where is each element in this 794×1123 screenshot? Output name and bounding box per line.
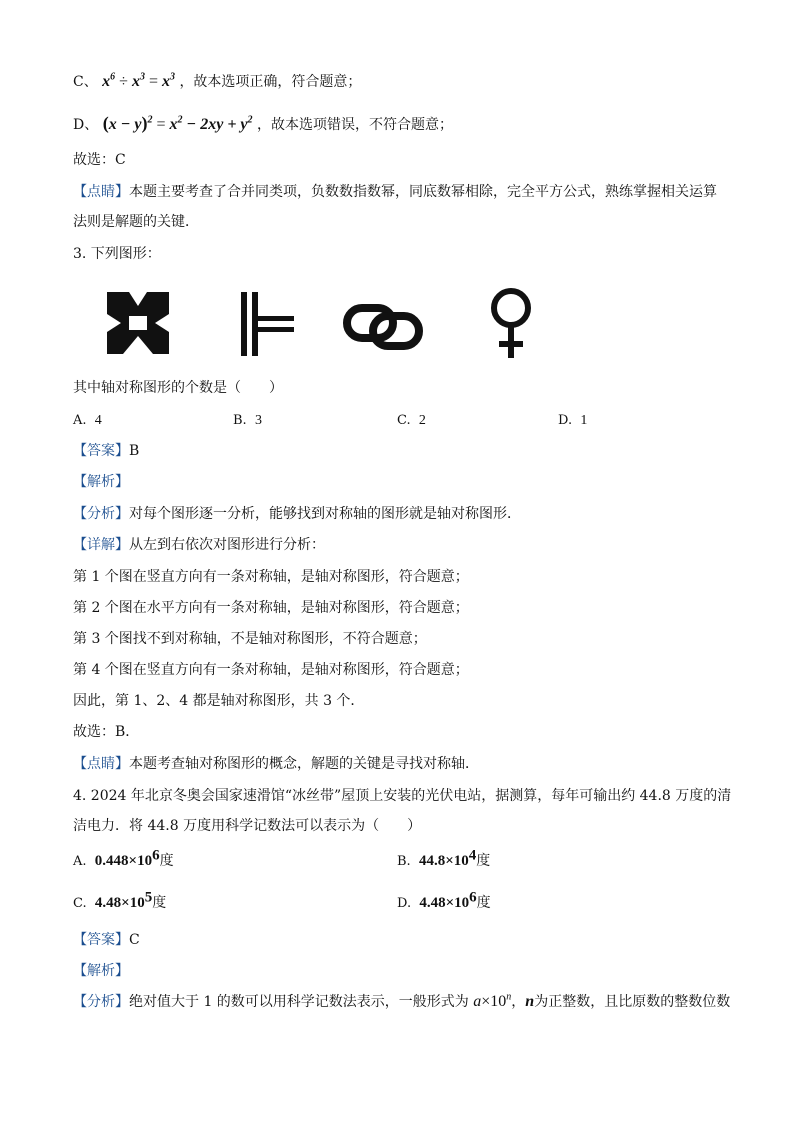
question-4-line-2: 洁电力．将 44.8 万度用科学记数法可以表示为（ ） [73,818,422,834]
question-3-title: 3. 下列图形： [73,246,161,262]
step-1: 第 1 个图在竖直方向有一条对称轴，是轴对称图形，符合题意； [73,569,469,585]
fenxi-text: 绝对值大于 1 的数可以用科学记数法表示，一般形式为 [129,994,469,1010]
fenxi-tag: 【分析】 [73,994,129,1010]
option-c-formula: $x^6 \div x^3 = x^3$ [102,71,175,90]
analysis-tag: 【解析】 [73,474,129,490]
answer-value: C [129,932,140,948]
option-d-comment: ，故本选项错误，不符合题意； [256,117,453,133]
q3-option-c[interactable]: C. 2 [397,413,426,428]
question-3-figures [103,288,543,360]
comment-text: 本题主要考查了合并同类项，负数数指数幂，同底数幂相除，完全平方公式，熟练掌握相关运算 [129,184,717,200]
xiangjie-text: 从左到右依次对图形进行分析： [129,537,325,553]
figure-4-icon [494,291,528,358]
choice-line-1: 故选：C [73,152,126,168]
sci-notation-formula: $a\times 10^n$ [473,991,512,1010]
answer-4 [73,930,140,950]
fenxi-4: 【分析】绝对值大于 1 的数可以用科学记数法表示，一般形式为 $a\times 10^n$，n为正整数，且比原数的整数位数 [73,991,731,1010]
q3-option-a[interactable]: A. 4 [73,413,102,428]
n-variable: n [525,993,535,1010]
step-2: 第 2 个图在水平方向有一条对称轴，是轴对称图形，符合题意； [73,600,469,616]
xiangjie-tag: 【详解】 [73,537,129,553]
question-3-ask: 其中轴对称图形的个数是（ ） [73,380,283,396]
q4-option-b[interactable]: B. $44.8\times 10^4$度 [397,847,491,869]
xiangjie-3 [73,535,325,555]
fenxi-text-cont: 为正整数，且比原数的整数位数 [534,994,731,1010]
figure-1-icon [107,292,169,354]
option-d-line [73,113,453,135]
comment-1 [73,182,717,202]
q3-option-b[interactable]: B. 3 [233,413,262,428]
q3-option-d[interactable]: D. 1 [558,413,588,428]
comment-tag: 【点睛】 [73,184,129,200]
step-3: 第 3 个图找不到对称轴，不是轴对称图形，不符合题意； [73,631,427,647]
fenxi-text: 对每个图形逐一分析，能够找到对称轴的图形就是轴对称图形． [129,506,521,522]
step-5: 因此，第 1、2、4 都是轴对称图形，共 3 个． [73,693,365,709]
option-c-line [73,72,361,92]
analysis-4 [73,961,129,981]
comment-text: 本题考查轴对称图形的概念，解题的关键是寻找对称轴． [129,756,479,772]
fenxi-tag: 【分析】 [73,506,129,522]
choice-line-3: 故选：B． [73,724,140,740]
answer-tag: 【答案】 [73,932,129,948]
option-c-comment: ，故本选项正确，符合题意； [179,74,362,90]
figure-3-icon [347,308,419,346]
analysis-3 [73,472,129,492]
answer-value: B [129,443,140,459]
comment-tag: 【点睛】 [73,756,129,772]
option-d-formula: $(x - y)^2 = x^2 - 2xy + y^2$ [102,113,253,133]
answer-tag: 【答案】 [73,443,129,459]
answer-3 [73,441,139,461]
q4-option-d[interactable]: D. $4.48\times 10^6$度 [397,889,491,911]
option-d-label: D、 [73,117,99,133]
q4-option-a[interactable]: A. $0.448\times 10^6$度 [73,847,174,869]
comment-3 [73,754,479,774]
step-4: 第 4 个图在竖直方向有一条对称轴，是轴对称图形，符合题意； [73,662,469,678]
analysis-tag: 【解析】 [73,963,129,979]
figure-2-icon [241,292,294,356]
fenxi-3 [73,504,521,524]
q4-option-c[interactable]: C. $4.48\times 10^5$度 [73,889,167,911]
option-c-label: C、 [73,74,98,90]
question-4-line-1: 4. 2024 年北京冬奥会国家速滑馆“冰丝带”屋顶上安装的光伏电站，据测算，每年可输出约 44.8 万度的清 [73,788,732,804]
comment-1-cont: 法则是解题的关键． [73,214,199,230]
